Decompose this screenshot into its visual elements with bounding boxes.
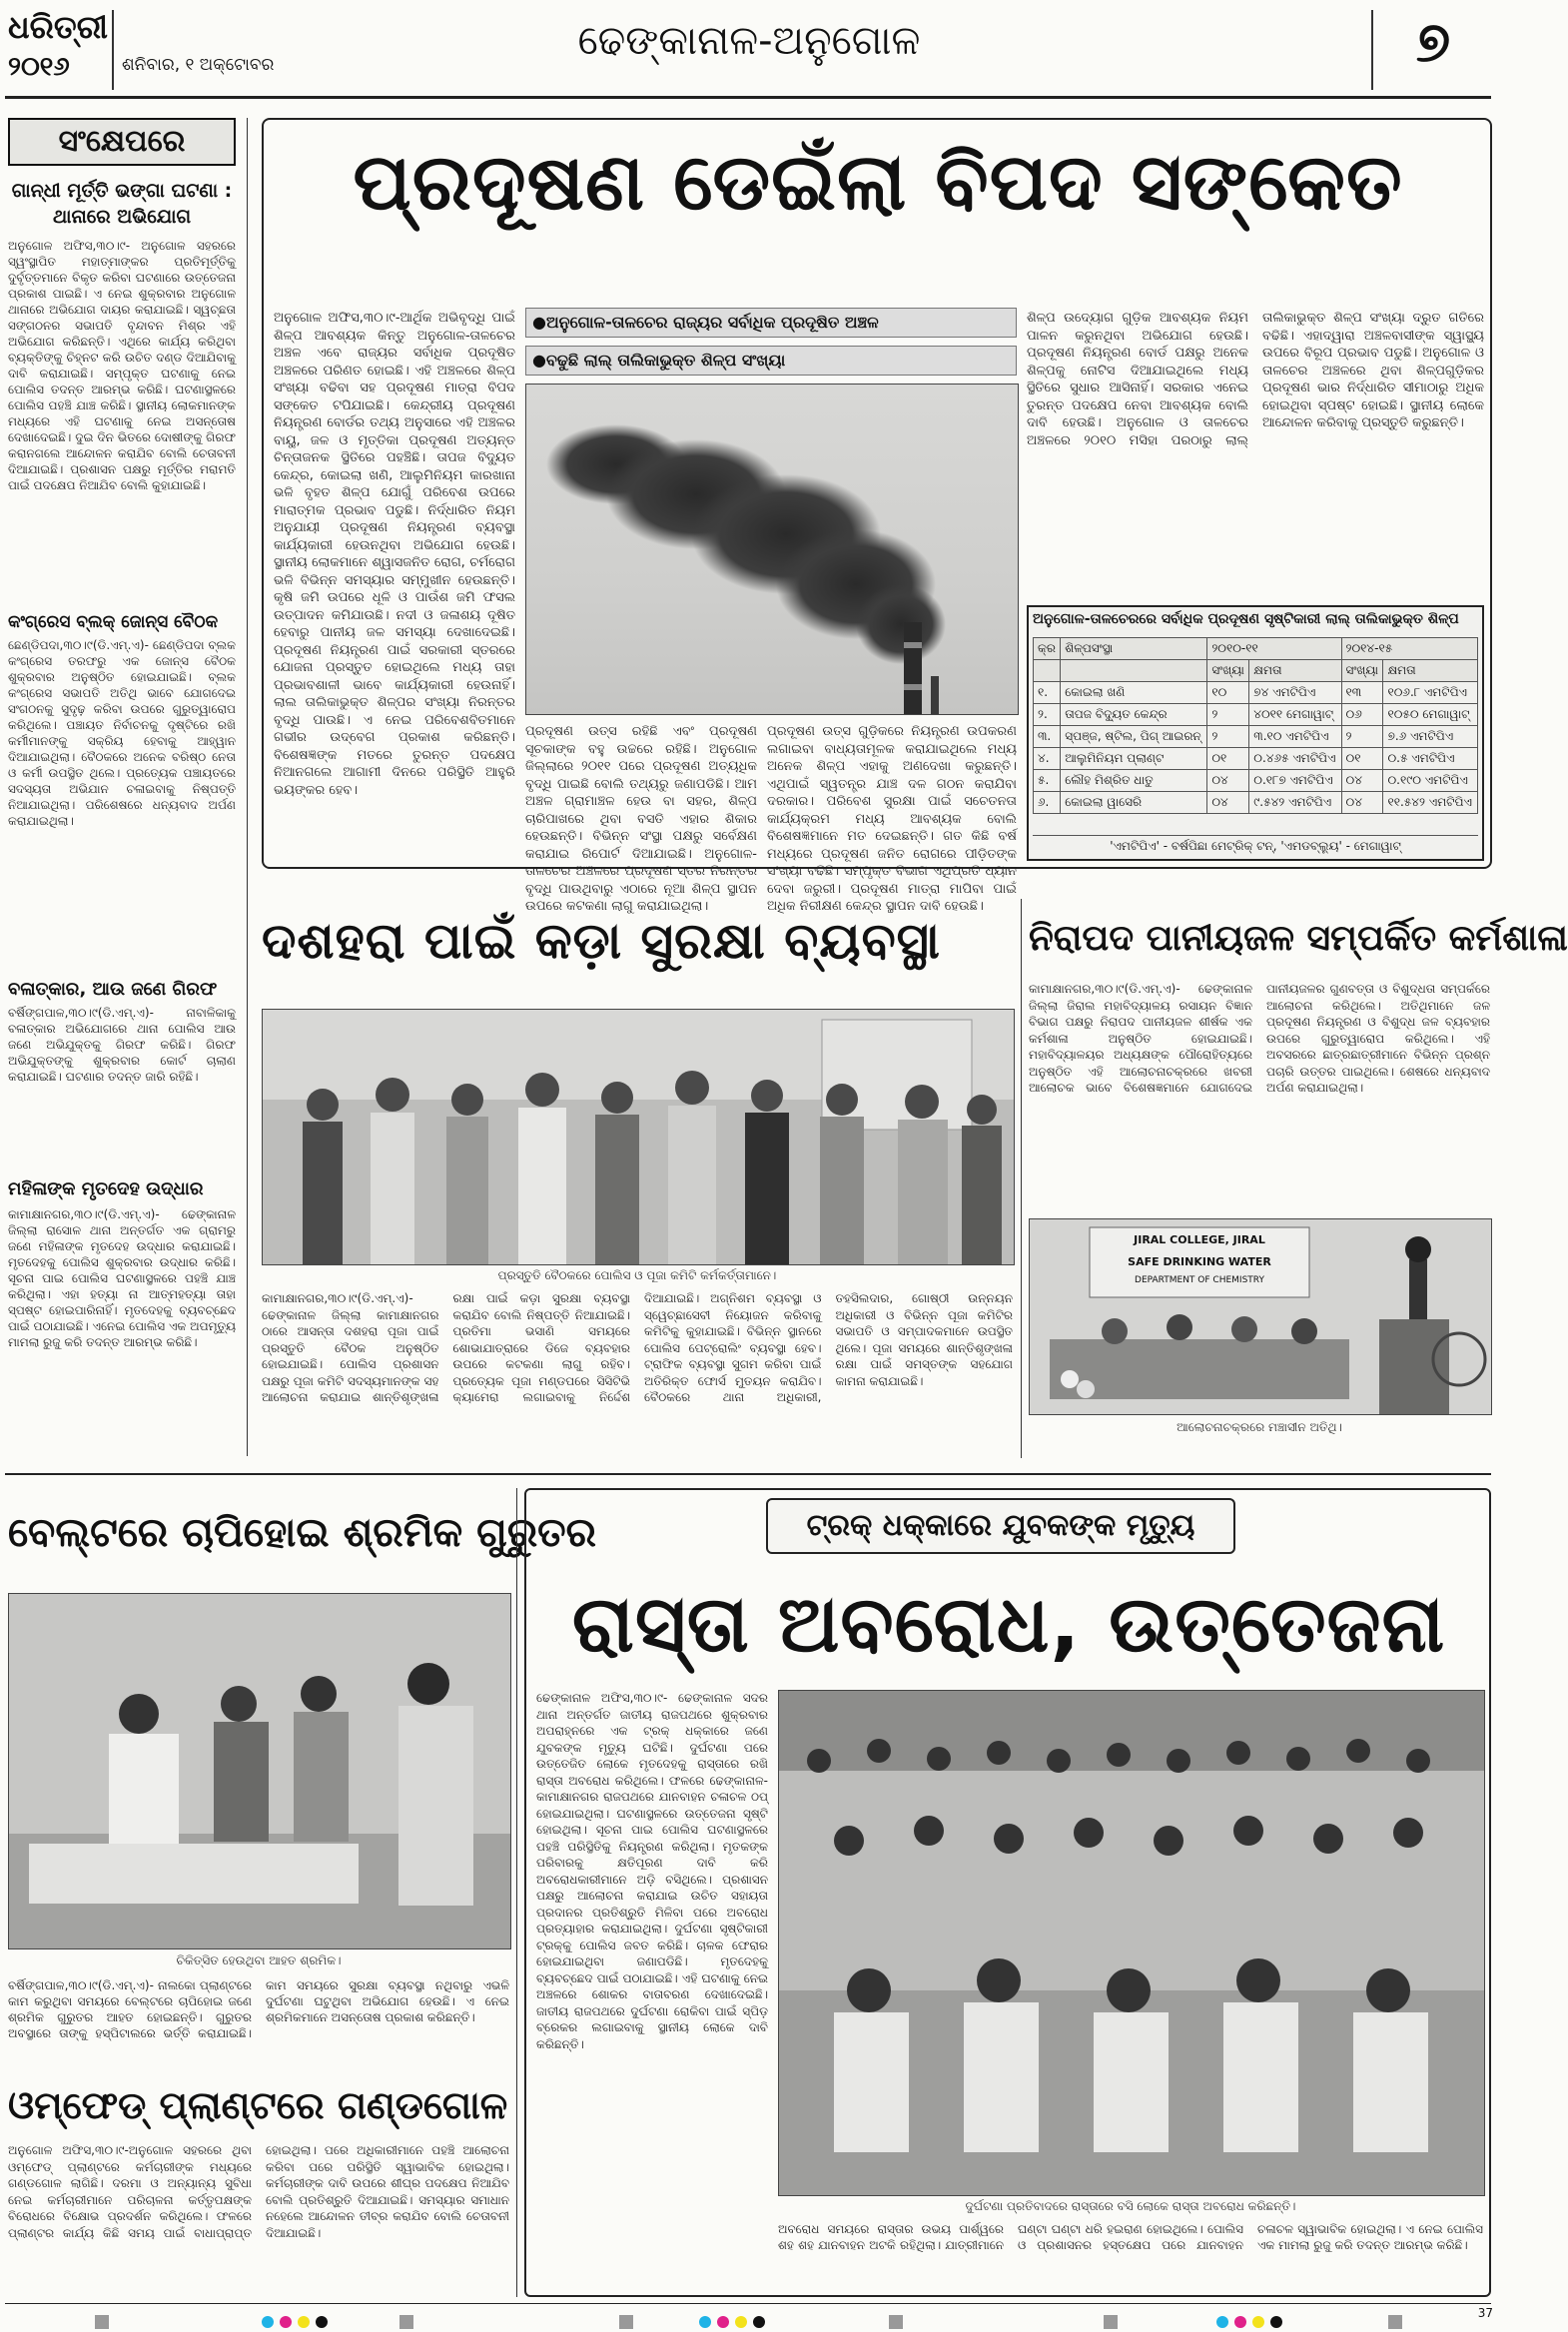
brief-body-3: ବର୍ଷିଙ୍ଗପାଳ,୩୦।୯(ଡି.ଏମ୍.ଏ)- ନାବାଳିକାକୁ ବଳାତ୍କାର ଅଭିଯୋଗରେ ଥାନା ପୋଲିସ ଆଉ ଜଣେ ଅଭିଯୁକ୍ତକୁ ଗିରଫ କରିଛି। ଗିରଫ ଅଭିଯୁକ୍ତଙ୍କୁ ଶୁକ୍ରବାର କୋର୍ଟ ଚାଲାଣ କରାଯାଇଛି। ଘଟଣାର ତଦନ୍ତ ଜାରି ରହିଛି। — [8, 1006, 236, 1084]
table-cell: ୦୬ — [1341, 704, 1383, 726]
brief-label: ସଂକ୍ଷେପରେ — [8, 118, 236, 166]
table-col-industry: ଶିଳ୍ପସଂସ୍ଥା — [1061, 638, 1207, 660]
table-cell: କୋଇଲା ଖଣି — [1061, 682, 1207, 704]
table-cell: ୦.୫ ଏମଟିପିଏ — [1383, 748, 1478, 770]
table-cell: ୦୪ — [1207, 770, 1249, 792]
table-cell: ୧. — [1034, 682, 1061, 704]
registration-cyan-dot — [1216, 2316, 1228, 2328]
registration-magenta-dot — [1234, 2316, 1246, 2328]
registration-gray-box — [95, 2315, 109, 2329]
brief-body-4: କାମାକ୍ଷାନଗର,୩୦।୯(ଡି.ଏମ୍.ଏ)- ଢେଙ୍କାନାଳ ଜିଲ୍ଲା ରାସୋଳ ଥାନା ଅନ୍ତର୍ଗତ ଏକ ଗ୍ରାମରୁ ଜଣେ ମହିଳାଙ୍କ ମୃତଦେହ ଉଦ୍ଧାର କରାଯାଇଛି। ମୃତଦେହକୁ ପୋଲିସ ଶୁକ୍ରବାର ଉଦ୍ଧାର କରିଛି। ସୂଚନା ପାଇ ପୋଲିସ ଘଟଣାସ୍ଥଳରେ ପହଞ୍ଚି ଯାଞ୍ଚ କରିଥିଲା। ଏହା ହତ୍ୟା ନା ଆତ୍ମହତ୍ୟା ତାହା ସ୍ପଷ୍ଟ ହୋଇପାରିନାହିଁ। ମୃତଦେହକୁ ବ୍ୟବଚ୍ଛେଦ ପାଇଁ ପଠାଯାଇଛି। ଏନେଇ ପୋଲିସ ଏକ ଅପମୃତ୍ୟୁ ମାମଲା ରୁଜୁ କରି ତଦନ୍ତ ଆରମ୍ଭ କରିଛି। — [8, 1207, 236, 1349]
table-cell: ୪୦୧୧ ମେଗାୱାଟ୍ — [1249, 704, 1341, 726]
bottom-column-divider — [516, 1488, 517, 2297]
chimney-smoke-photo — [525, 384, 1019, 715]
table-cell: ୩. — [1034, 726, 1061, 748]
belt-body: ବର୍ଷିଙ୍ଗପାଳ,୩୦।୯(ଡି.ଏମ୍.ଏ)- ନାଲକୋ ପ୍ଲାଣ୍ଟରେ କାମ କରୁଥିବା ସମୟରେ ବେଲ୍ଟରେ ଚାପିହୋଇ ଜଣେ ଶ୍ରମିକ ଗୁରୁତର ଆହତ ହୋଇଛନ୍ତି। ଗୁରୁତର ଅବସ୍ଥାରେ ତାଙ୍କୁ ହସ୍ପିଟାଲରେ ଭର୍ତ୍ତି କରାଯାଇଛି। କାମ ସମୟରେ ସୁରକ୍ଷା ବ୍ୟବସ୍ଥା ନଥିବାରୁ ଏଭଳି ଦୁର୍ଘଟଣା ଘଟୁଥିବା ଅଭିଯୋଗ ହେଉଛି। ଏ ନେଇ ଶ୍ରମିକମାନେ ଅସନ୍ତୋଷ ପ୍ରକାଶ କରିଛନ୍ତି। — [8, 1978, 509, 2040]
mid-page-rule — [5, 1473, 1491, 1475]
table-subhead-capacity: କ୍ଷମତା — [1249, 660, 1341, 682]
masthead-edition: ଢେଙ୍କାନାଳ-ଅନୁଗୋଳ — [577, 18, 921, 64]
water-caption: ଆଲୋଚନାଚକ୍ରରେ ମଞ୍ଚାସୀନ ଅତିଥି। — [1176, 1420, 1342, 1434]
brief-body-1: ଅନୁଗୋଳ ଅଫିସ,୩୦।୯- ଅନୁଗୋଳ ସହରରେ ସ୍ୱଂସ୍ଥାପିତ ମହାତ୍ମାଙ୍କର ପ୍ରତିମୂର୍ତ୍ତିକୁ ଦୁର୍ବୃତ୍ତମାନେ ବିକୃତ କରିବା ଘଟଣାରେ ଉତ୍ତେଜନା ପ୍ରକାଶ ପାଇଛି। ଏ ନେଇ ଶୁକ୍ରବାର ଅନୁଗୋଳ ଥାନାରେ ଅଭିଯୋଗ ଦାୟର କରାଯାଇଛି। ସ୍ୱଚ୍ଛତା ସଙ୍ଗଠନର ସଭାପତି ବୃନ୍ଦାବନ ମିଶ୍ର ଏହି ଅଭିଯୋଗ କରିଛନ୍ତି। ଏଥିରେ କାର୍ଯ୍ୟ କରିଥିବା ବ୍ୟକ୍ତିଙ୍କୁ ଚିହ୍ନଟ କରି ଉଚିତ ଦଣ୍ଡ ଦିଆଯିବାକୁ ଦାବି କରାଯାଇଛି। ସମ୍ପୃକ୍ତ ଘଟଣାକୁ ନେଇ ପୋଲିସ ତଦନ୍ତ ଆରମ୍ଭ କରିଛି। ଘଟଣାସ୍ଥଳରେ ପୋଲିସ ପହଞ୍ଚି ଯାଞ୍ଚ କରିଛି। ସ୍ଥାନୀୟ ଲୋକମାନଙ୍କ ମଧ୍ୟରେ ଏହି ଘଟଣାକୁ ନେଇ ଅସନ୍ତୋଷ ଦେଖାଦେଇଛି। ଦୁଇ ଦିନ ଭିତରେ ଦୋଷୀଙ୍କୁ ଗିରଫ କରାନଗଲେ ଆନ୍ଦୋଳନ କରାଯିବ ବୋଲି ଚେତାବନୀ ଦିଆଯାଇଛି। ପ୍ରଶାସନ ପକ୍ଷରୁ ମୂର୍ତ୍ତିର ମରାମତି ପାଇଁ ପଦକ୍ଷେପ ନିଆଯିବ ବୋଲି କୁହାଯାଇଛି। — [8, 239, 236, 492]
dussehra-headline: ଦଶହରା ପାଇଁ କଡ଼ା ସୁରକ୍ଷା ବ୍ୟବସ୍ଥା — [262, 912, 941, 970]
table-col-2014: ୨୦୧୪-୧୫ — [1341, 638, 1478, 660]
table-cell: ୪. — [1034, 748, 1061, 770]
red-category-table — [1033, 637, 1478, 814]
truck-kicker: ଟ୍ରକ୍ ଧକ୍କାରେ ଯୁବକଙ୍କ ମୃତ୍ୟୁ — [766, 1498, 1235, 1554]
table-cell: ଲୌହ ମିଶ୍ରିତ ଧାତୁ — [1061, 770, 1207, 792]
table-cell: ୧୦୫୦ ମେଗାୱାଟ୍ — [1383, 704, 1478, 726]
page-number-badge: ୭ — [1415, 10, 1451, 75]
table-cell: ୭.୬ ଏମଟିପିଏ — [1383, 726, 1478, 748]
red-category-table-box — [1027, 605, 1484, 861]
table-cell: ୦.୪୬୫ ଏମଟିପିଏ — [1249, 748, 1341, 770]
table-cell: ୫. — [1034, 770, 1061, 792]
table-cell: ୯.୫୪୨ ଏମଟିପିଏ — [1249, 792, 1341, 814]
pollution-bullet-2: ●ବଢୁଛି ଲାଲ୍ ତାଲିକାଭୁକ୍ତ ଶିଳ୍ପ ସଂଖ୍ୟା — [525, 346, 1017, 376]
table-cell: ସ୍ପଞ୍ଜ, ଷ୍ଟିଲ, ପିଗ୍ ଆଇରନ୍ — [1061, 726, 1207, 748]
water-body: କାମାକ୍ଷାନଗର,୩୦।୯(ଡି.ଏମ୍.ଏ)- ଢେଙ୍କାନାଳ ଜିଲ୍ଲା ଜିରାଲ ମହାବିଦ୍ୟାଳୟ ରସାୟନ ବିଜ୍ଞାନ ବିଭାଗ ପକ୍ଷରୁ ନିରାପଦ ପାନୀୟଜଳ ଶୀର୍ଷକ ଏକ କର୍ମଶାଳା ଅନୁଷ୍ଠିତ ହୋଇଯାଇଛି। ମହାବିଦ୍ୟାଳୟର ଅଧ୍ୟକ୍ଷଙ୍କ ପୌରୋହିତ୍ୟରେ ଅନୁଷ୍ଠିତ ଏହି ଆଲୋଚନାଚକ୍ରରେ ଖବରୀ ଆଲୋଚକ ଭାବେ ବିଶେଷଜ୍ଞମାନେ ଯୋଗଦେଇ ପାନୀୟଜଳର ଗୁଣବତ୍ତା ଓ ବିଶୁଦ୍ଧତା ସମ୍ପର୍କରେ ଆଲୋଚନା କରିଥିଲେ। ଅତିଥିମାନେ ଜଳ ପ୍ରଦୂଷଣ ନିୟନ୍ତ୍ରଣ ଓ ବିଶୁଦ୍ଧ ଜଳ ବ୍ୟବହାର ଉପରେ ଗୁରୁତ୍ୱାରୋପ କରିଥିଲେ। ଏହି ଅବସରରେ ଛାତ୍ରଛାତ୍ରୀମାନେ ବିଭିନ୍ନ ପ୍ରଶ୍ନ ପଚାରି ଉତ୍ତର ପାଇଥିଲେ। ଶେଷରେ ଧନ୍ୟବାଦ ଅର୍ପଣ କରାଯାଇଥିଲା। — [1029, 982, 1490, 1095]
registration-yellow-dot — [735, 2316, 747, 2328]
table-col-2010: ୨୦୧୦-୧୧ — [1207, 638, 1341, 660]
banner-department: DEPARTMENT OF CHEMISTRY — [1135, 1275, 1264, 1285]
dussehra-body: କାମାକ୍ଷାନଗର,୩୦।୯(ଡି.ଏମ୍.ଏ)- ଢେଙ୍କାନାଳ ଜିଲ୍ଲା କାମାକ୍ଷାନଗର ଠାରେ ଆସନ୍ତା ଦଶହରା ପୂଜା ପାଇଁ ପ୍ରସ୍ତୁତି ବୈଠକ ଅନୁଷ୍ଠିତ ହୋଇଯାଇଛି। ପୋଲିସ ପ୍ରଶାସନ ପକ୍ଷରୁ ପୂଜା କମିଟି ସଦସ୍ୟମାନଙ୍କ ସହ ଆଲୋଚନା କରାଯାଇ ଶାନ୍ତିଶୃଙ୍ଖଳା ରକ୍ଷା ପାଇଁ କଡ଼ା ସୁରକ୍ଷା ବ୍ୟବସ୍ଥା କରାଯିବ ବୋଲି ନିଷ୍ପତ୍ତି ନିଆଯାଇଛି। ପ୍ରତିମା ଭସାଣି ସମୟରେ ଶୋଭାଯାତ୍ରାରେ ଡିଜେ ବ୍ୟବହାର ଉପରେ କଟକଣା ଲାଗୁ ରହିବ। ପ୍ରତ୍ୟେକ ପୂଜା ମଣ୍ଡପରେ ସିସିଟିଭି କ୍ୟାମେରା ଲଗାଇବାକୁ ନିର୍ଦ୍ଦେଶ ଦିଆଯାଇଛି। ଅଗ୍ନିଶମ ବ୍ୟବସ୍ଥା ଓ ସ୍ୱେଚ୍ଛାସେବୀ ନିୟୋଜନ କରିବାକୁ କମିଟିକୁ କୁହାଯାଇଛି। ବିଭିନ୍ନ ସ୍ଥାନରେ ପୋଲିସ ପେଟ୍ରୋଲିଂ ବ୍ୟବସ୍ଥା ହେବ। ଟ୍ରାଫିକ ବ୍ୟବସ୍ଥା ସୁଗମ କରିବା ପାଇଁ ଅତିରିକ୍ତ ଫୋର୍ସ ମୁତୟନ କରାଯିବ। ବୈଠକରେ ଥାନା ଅଧିକାରୀ, ତହସିଲଦାର, ଗୋଷ୍ଠୀ ଉନ୍ନୟନ ଅଧିକାରୀ ଓ ବିଭିନ୍ନ ପୂଜା କମିଟିର ସଭାପତି ଓ ସମ୍ପାଦକମାନେ ଉପସ୍ଥିତ ଥିଲେ। ପୂଜା ସମୟରେ ଶାନ୍ତିଶୃଙ୍ଖଳା ରକ୍ଷା ପାଇଁ ସମସ୍ତଙ୍କ ସହଯୋଗ କାମନା କରାଯାଇଛି। — [262, 1291, 1013, 1404]
table-footnote: 'ଏମଟିପିଏ' - ବର୍ଷପିଛା ମେଟ୍ରିକ୍ ଟନ୍, 'ଏମଡବ୍ଲ୍ୟୁ' - ମେଗାୱାଟ୍ — [1033, 835, 1478, 854]
truck-caption: ଦୁର୍ଘଟଣା ପ୍ରତିବାଦରେ ରାସ୍ତାରେ ବସି ଲୋକେ ରାସ୍ତା ଅବରୋଧ କରିଛନ୍ତି। — [965, 2199, 1296, 2213]
dussehra-caption: ପ୍ରସ୍ତୁତି ବୈଠକରେ ପୋଲିସ ଓ ପୂଜା କମିଟି କର୍ମକର୍ତ୍ତାମାନେ। — [497, 1268, 777, 1282]
chimney-smoke-illustration — [526, 385, 1018, 714]
table-cell: ୦୧ — [1207, 748, 1249, 770]
table-cell: ୨ — [1341, 726, 1383, 748]
registration-cyan-dot — [262, 2316, 274, 2328]
road-blockade-photo — [778, 1690, 1485, 2196]
table-col-serial: କ୍ର — [1034, 638, 1061, 660]
truck-headline: ରାସ୍ତା ଅବରୋଧ, ଉତ୍ତେଜନା — [571, 1580, 1446, 1670]
registration-magenta-dot — [280, 2316, 292, 2328]
table-row — [1034, 682, 1478, 704]
table-cell: ୨. — [1034, 704, 1061, 726]
pollution-headline: ପ୍ରଦୂଷଣ ଡେଇଁଲା ବିପଦ ସଙ୍କେତ — [353, 138, 1403, 228]
table-cell: ୦.୧୯୦ ଏମଟିପିଏ — [1383, 770, 1478, 792]
pollution-body-bottom: ପ୍ରଦୂଷଣ ଉତ୍ସ ଗୁଡ଼ିକରେ ନିୟନ୍ତ୍ରଣ ଉପକରଣ ଲଗାଇବା ବାଧ୍ୟତାମୂଳକ କରାଯାଇଥିଲେ ମଧ୍ୟ ଅନେକ ଶିଳ୍ପ ଏହାକୁ ଅଣଦେଖା କରୁଛନ୍ତି। ଏଥିପାଇଁ ସ୍ୱତନ୍ତ୍ର ଯାଞ୍ଚ ଦଳ ଗଠନ କରାଯିବା ଦରକାର। ପରିବେଶ ସୁରକ୍ଷା ପାଇଁ ସଚେତନତା କାର୍ଯ୍ୟକ୍ରମ ମଧ୍ୟ ଆବଶ୍ୟକ ବୋଲି ବିଶେଷଜ୍ଞମାନେ ମତ ଦେଇଛନ୍ତି। ଗତ କିଛି ବର୍ଷ ମଧ୍ୟରେ ପ୍ରଦୂଷଣ ଜନିତ ରୋଗରେ ପୀଡ଼ିତଙ୍କ ସଂଖ୍ୟା ବଢିଛି। ସମ୍ପୃକ୍ତ ବିଭାଗ ଏଥିପ୍ରତି ଧ୍ୟାନ ଦେବା ଜରୁରୀ। ପ୍ରଦୂଷଣ ମାତ୍ରା ମାପିବା ପାଇଁ ଅଧିକ ନିରୀକ୍ଷଣ କେନ୍ଦ୍ର ସ୍ଥାପନ ଦାବି ହେଉଛି। — [767, 724, 1017, 914]
truck-body-bottom: ଅବରୋଧ ସମୟରେ ରାସ୍ତାର ଉଭୟ ପାର୍ଶ୍ୱରେ ଶହ ଶହ ଯାନବାହନ ଅଟକି ରହିଥିଲା। ଯାତ୍ରୀମାନେ ଘଣ୍ଟା ଘଣ୍ଟା ଧରି ହଇରାଣ ହୋଇଥିଲେ। ପୋଲିସ ଓ ପ୍ରଶାସନର ହସ୍ତକ୍ଷେପ ପରେ ଯାନବାହନ ଚଳାଚଳ ସ୍ୱାଭାବିକ ହୋଇଥିଲା। ଏ ନେଇ ପୋଲିସ ଏକ ମାମଲା ରୁଜୁ କରି ତଦନ୍ତ ଆରମ୍ଭ କରିଛି। — [778, 2222, 1483, 2252]
stage-illustration — [1030, 1219, 1491, 1414]
table-row — [1034, 748, 1478, 770]
footer-page-number: 37 — [1477, 2306, 1493, 2320]
brief-body-2: ଛେଣ୍ଡିପଦା,୩୦।୯(ଡି.ଏମ୍.ଏ)- ଛେଣ୍ଡିପଦା ବ୍ଲକ କଂଗ୍ରେସ ତରଫରୁ ଏକ ଜୋନ୍ସ ବୈଠକ ଶୁକ୍ରବାର ଅନୁଷ୍ଠିତ ହୋଇଯାଇଛି। ବ୍ଲକ କଂଗ୍ରେସ ସଭାପତି ଅତିଥି ଭାବେ ଯୋଗଦେଇ ସଂଗଠନକୁ ସୁଦୃଢ଼ କରିବା ଉପରେ ଗୁରୁତ୍ୱାରୋପ କରିଥିଲେ। ପଞ୍ଚାୟତ ନିର୍ବାଚନକୁ ଦୃଷ୍ଟିରେ ରଖି କର୍ମୀମାନଙ୍କୁ ସକ୍ରିୟ ହେବାକୁ ଆହ୍ୱାନ ଦିଆଯାଇଥିଲା। ବୈଠକରେ ଅନେକ ବରିଷ୍ଠ ନେତା ଓ କର୍ମୀ ଉପସ୍ଥିତ ଥିଲେ। ପ୍ରତ୍ୟେକ ପଞ୍ଚାୟତରେ ସଦସ୍ୟତା ଅଭିଯାନ ଚଳାଇବାକୁ ନିଷ୍ପତ୍ତି ନିଆଯାଇଥିଲା। ପରିଶେଷରେ ଧନ୍ୟବାଦ ଅର୍ପଣ କରାଯାଇଥିଲା। — [8, 638, 236, 828]
registration-gray-box — [889, 2315, 903, 2329]
table-subhead-count: ସଂଖ୍ୟା — [1207, 660, 1249, 682]
table-title: ଅନୁଗୋଳ-ତାଳଚେରରେ ସର୍ବାଧିକ ପ୍ରଦୂଷଣ ସୃଷ୍ଟିକାରୀ ଲାଲ୍ ତାଲିକାଭୁକ୍ତ ଶିଳ୍ପ — [1033, 611, 1459, 627]
registration-gray-box — [619, 2315, 633, 2329]
truck-body: ଢେଙ୍କାନାଳ ଅଫିସ,୩୦।୯- ଢେଙ୍କାନାଳ ସଦର ଥାନା ଅନ୍ତର୍ଗତ ଜାତୀୟ ରାଜପଥରେ ଶୁକ୍ରବାର ଅପରାହ୍ନରେ ଏକ ଟ୍ରକ୍ ଧକ୍କାରେ ଜଣେ ଯୁବକଙ୍କ ମୃତ୍ୟୁ ଘଟିଛି। ଦୁର୍ଘଟଣା ପରେ ଉତ୍ତେଜିତ ଲୋକେ ମୃତଦେହକୁ ରାସ୍ତାରେ ରଖି ରାସ୍ତା ଅବରୋଧ କରିଥିଲେ। ଫଳରେ ଢେଙ୍କାନାଳ-କାମାକ୍ଷାନଗର ରାଜପଥରେ ଯାନବାହନ ଚଳାଚଳ ଠପ୍ ହୋଇଯାଇଥିଲା। ଘଟଣାସ୍ଥଳରେ ଉତ୍ତେଜନା ସୃଷ୍ଟି ହୋଇଥିଲା। ସୂଚନା ପାଇ ପୋଲିସ ଘଟଣାସ୍ଥଳରେ ପହଞ୍ଚି ପରିସ୍ଥିତିକୁ ନିୟନ୍ତ୍ରଣ କରିଥିଲା। ମୃତକଙ୍କ ପରିବାରକୁ କ୍ଷତିପୂରଣ ଦାବି କରି ଅବରୋଧକାରୀମାନେ ଅଡ଼ି ବସିଥିଲେ। ପ୍ରଶାସନ ପକ୍ଷରୁ ଆଲୋଚନା କରାଯାଇ ଉଚିତ ସହାୟତା ପ୍ରଦାନର ପ୍ରତିଶ୍ରୁତି ମିଳିବା ପରେ ଅବରୋଧ ପ୍ରତ୍ୟାହାର କରାଯାଇଥିଲା। ଦୁର୍ଘଟଣା ସୃଷ୍ଟିକାରୀ ଟ୍ରକ୍‌କୁ ପୋଲିସ ଜବତ କରିଛି। ଚାଳକ ଫେରାର ହୋଇଯାଇଥିବା ଜଣାପଡିଛି। ମୃତଦେହକୁ ବ୍ୟବଚ୍ଛେଦ ପାଇଁ ପଠାଯାଇଛି। ଏହି ଘଟଣାକୁ ନେଇ ଅଞ୍ଚଳରେ ଶୋକର ବାତାବରଣ ଦେଖାଦେଇଛି। ଜାତୀୟ ରାଜପଥରେ ଦୁର୍ଘଟଣା ରୋକିବା ପାଇଁ ସ୍ପିଡ଼ ବ୍ରେକର ଲଗାଇବାକୁ ସ୍ଥାନୀୟ ଲୋକେ ଦାବି କରିଛନ୍ତି। — [536, 1691, 768, 2051]
table-cell: ୭୪ ଏମଟିପିଏ — [1249, 682, 1341, 704]
pollution-body-left: ଅନୁଗୋଳ ଅଫିସ,୩୦।୯-ଆର୍ଥିକ ଅଭିବୃଦ୍ଧି ପାଇଁ ଶିଳ୍ପ ଆବଶ୍ୟକ କିନ୍ତୁ ଅନୁଗୋଳ-ତାଳଚେର ଅଞ୍ଚଳ ଏବେ ରାଜ୍ୟର ସର୍ବାଧିକ ପ୍ରଦୂଷିତ ଅଞ୍ଚଳରେ ପରିଣତ ହୋଇଛି। ଏହି ଅଞ୍ଚଳରେ ଶିଳ୍ପ ସଂଖ୍ୟା ବଢିବା ସହ ପ୍ରଦୂଷଣ ମାତ୍ରା ବିପଦ ସଙ୍କେତ ଟପିଯାଇଛି। କେନ୍ଦ୍ରୀୟ ପ୍ରଦୂଷଣ ନିୟନ୍ତ୍ରଣ ବୋର୍ଡର ତଥ୍ୟ ଅନୁସାରେ ଏହି ଅଞ୍ଚଳର ବାୟୁ, ଜଳ ଓ ମୃତ୍ତିକା ପ୍ରଦୂଷଣ ଅତ୍ୟନ୍ତ ଚିନ୍ତାଜନକ ସ୍ଥିତିରେ ପହଞ୍ଚିଛି। ତାପଜ ବିଦ୍ୟୁତ କେନ୍ଦ୍ର, କୋଇଲା ଖଣି, ଆଲୁମିନିୟମ କାରଖାନା ଭଳି ବୃହତ ଶିଳ୍ପ ଯୋଗୁଁ ପରିବେଶ ଉପରେ ମାରାତ୍ମକ ପ୍ରଭାବ ପଡୁଛି। ନିର୍ଦ୍ଧାରିତ ନିୟମ ଅନୁଯାୟୀ ପ୍ରଦୂଷଣ ନିୟନ୍ତ୍ରଣ ବ୍ୟବସ୍ଥା କାର୍ଯ୍ୟକାରୀ ହେଉନଥିବା ଅଭିଯୋଗ ହେଉଛି। ସ୍ଥାନୀୟ ଲୋକମାନେ ଶ୍ୱାସଜନିତ ରୋଗ, ଚର୍ମରୋଗ ଭଳି ବିଭିନ୍ନ ସମସ୍ୟାର ସମ୍ମୁଖୀନ ହେଉଛନ୍ତି। କୃଷି ଜମି ଉପରେ ଧୂଳି ଓ ପାଉଁଶ ଜମି ଫସଲ ଉତ୍ପାଦନ କମିଯାଉଛି। ନଦୀ ଓ ଜଳାଶୟ ଦୂଷିତ ହେବାରୁ ପାନୀୟ ଜଳ ସମସ୍ୟା ଦେଖାଦେଇଛି। ପ୍ରଦୂଷଣ ନିୟନ୍ତ୍ରଣ ପାଇଁ ସରକାରୀ ସ୍ତରରେ ଯୋଜନା ପ୍ରସ୍ତୁତ ହୋଇଥିଲେ ମଧ୍ୟ ତାହା ପ୍ରଭାବଶାଳୀ ଭାବେ କାର୍ଯ୍ୟକାରୀ ହେଉନାହିଁ। ଲାଲ ତାଲିକାଭୁକ୍ତ ଶିଳ୍ପର ସଂଖ୍ୟା ନିରନ୍ତର ବୃଦ୍ଧି ପାଉଛି। ଏ ନେଇ ପରିବେଶବିତମାନେ ଗଭୀର ଉଦ୍‌ବେଗ ପ୍ରକାଶ କରିଛନ୍ତି। ବିଶେଷଜ୍ଞଙ୍କ ମତରେ ତୁରନ୍ତ ପଦକ୍ଷେପ ନିଆନଗଲେ ଆଗାମୀ ଦିନରେ ପରିସ୍ଥିତି ଆହୁରି ଭୟଙ୍କର ହେବ। — [274, 311, 515, 798]
table-row — [1034, 726, 1478, 748]
masthead-year: ୨୦୧୬ — [8, 52, 70, 82]
masthead-divider-right — [1371, 10, 1373, 90]
table-cell: ୧୩ — [1341, 682, 1383, 704]
table-cell: କୋଇଲା ୱାସେରି — [1061, 792, 1207, 814]
table-cell: ୧୦୬.୮ ଏମଟିପିଏ — [1383, 682, 1478, 704]
table-cell: ଆଲୁମିନିୟମ ପ୍ଲାଣ୍ଟ — [1061, 748, 1207, 770]
masthead-rule — [5, 96, 1491, 99]
dussehra-group-photo — [262, 1009, 1015, 1265]
table-cell: ୦.୧୮୭ ଏମଟିପିଏ — [1249, 770, 1341, 792]
table-cell: ୦୪ — [1341, 792, 1383, 814]
brief-headline-3: ବଳାତ୍କାର, ଆଉ ଜଣେ ଗିରଫ — [8, 979, 218, 1000]
registration-yellow-dot — [298, 2316, 310, 2328]
registration-black-dot — [1270, 2316, 1282, 2328]
registration-gray-box — [1388, 2315, 1402, 2329]
brief-headline-4: ମହିଳାଙ୍କ ମୃତଦେହ ଉଦ୍ଧାର — [8, 1178, 204, 1199]
table-cell: ୦୧ — [1341, 748, 1383, 770]
table-cell: ୩.୧୦ ଏମଟିପିଏ — [1249, 726, 1341, 748]
table-subhead-count: ସଂଖ୍ୟା — [1341, 660, 1383, 682]
table-row — [1034, 704, 1478, 726]
table-cell: ୨ — [1207, 726, 1249, 748]
registration-magenta-dot — [717, 2316, 729, 2328]
registration-gray-box — [399, 2315, 413, 2329]
brief-headline-2: କଂଗ୍ରେସ ବ୍ଲକ୍ ଜୋନ୍ସ ବୈଠକ — [8, 612, 219, 632]
omfed-headline: ଓମ୍‌ଫେଡ୍ ପ୍ଲାଣ୍ଟରେ ଗଣ୍ଡଗୋଳ — [8, 2083, 508, 2127]
table-cell: ତାପଜ ବିଦ୍ୟୁତ କେନ୍ଦ୍ର — [1061, 704, 1207, 726]
belt-headline: ବେଲ୍ଟରେ ଚାପିହୋଇ ଶ୍ରମିକ ଗୁରୁତର — [8, 1510, 596, 1556]
pollution-story — [262, 118, 1492, 914]
table-subhead — [1034, 660, 1061, 682]
banner-title: SAFE DRINKING WATER — [1128, 1255, 1271, 1268]
table-cell: ୧୦ — [1207, 682, 1249, 704]
pollution-bullet-1: ●ଅନୁଗୋଳ-ତାଳଚେର ରାଜ୍ୟର ସର୍ବାଧିକ ପ୍ରଦୂଷିତ ଅଞ୍ଚଳ — [525, 308, 1017, 338]
water-column-divider — [1021, 899, 1022, 1458]
registration-black-dot — [753, 2316, 765, 2328]
registration-yellow-dot — [1252, 2316, 1264, 2328]
injured-worker-photo — [8, 1593, 511, 1949]
masthead — [0, 0, 1498, 100]
footer-rule — [5, 2303, 1491, 2304]
truck-story — [524, 1488, 1491, 2297]
hospital-scene-illustration — [9, 1594, 510, 1948]
masthead-date: ଶନିବାର, ୧ ଅକ୍ଟୋବର — [122, 55, 275, 75]
registration-black-dot — [316, 2316, 328, 2328]
crowd-illustration — [779, 1691, 1484, 2195]
omfed-body: ଅନୁଗୋଳ ଅଫିସ,୩୦।୯-ଅନୁଗୋଳ ସହରରେ ଥିବା ଓମ୍‌ଫେଡ୍ ପ୍ଲାଣ୍ଟରେ କର୍ମଚାରୀଙ୍କ ମଧ୍ୟରେ ଗଣ୍ଡଗୋଳ ଲାଗିଛି। ଦରମା ଓ ଅନ୍ୟାନ୍ୟ ସୁବିଧା ନେଇ କର୍ମଚାରୀମାନେ ପରିଚାଳନା କର୍ତ୍ତୃପକ୍ଷଙ୍କ ବିରୋଧରେ ବିକ୍ଷୋଭ ପ୍ରଦର୍ଶନ କରିଥିଲେ। ଫଳରେ ପ୍ଲାଣ୍ଟର କାର୍ଯ୍ୟ କିଛି ସମୟ ପାଇଁ ବାଧାପ୍ରାପ୍ତ ହୋଇଥିଲା। ପରେ ଅଧିକାରୀମାନେ ପହଞ୍ଚି ଆଲୋଚନା କରିବା ପରେ ପରିସ୍ଥିତି ସ୍ୱାଭାବିକ ହୋଇଥିଲା। କର୍ମଚାରୀଙ୍କ ଦାବି ଉପରେ ଶୀଘ୍ର ପଦକ୍ଷେପ ନିଆଯିବ ବୋଲି ପ୍ରତିଶ୍ରୁତି ଦିଆଯାଇଛି। ସମସ୍ୟାର ସମାଧାନ ନହେଲେ ଆନ୍ଦୋଳନ ତୀବ୍ର କରାଯିବ ବୋଲି ଚେତାବନୀ ଦିଆଯାଇଛି। — [8, 2143, 509, 2240]
pollution-body-center: ପ୍ରଦୂଷଣ ଉତ୍ସ ରହିଛି ଏବଂ ପ୍ରଦୂଷଣ ସୂଚକାଙ୍କ ବହୁ ଉଚ୍ଚରେ ରହିଛି। ଅନୁଗୋଳ ଜିଲ୍ଲାରେ ୨୦୧୧ ପରେ ପ୍ରଦୂଷଣ ଅତ୍ୟଧିକ ବୃଦ୍ଧି ପାଇଛି ବୋଲି ତଥ୍ୟରୁ ଜଣାପଡିଛି। ଆମ ଅଞ୍ଚଳ ଗ୍ରାମାଞ୍ଚଳ ହେଉ ବା ସହର, ଶିଳ୍ପ ଚାରିପାଖରେ ଥିବା ବସତି ଏହାର ଶିକାର ହେଉଛନ୍ତି। ବିଭିନ୍ନ ସଂସ୍ଥା ପକ୍ଷରୁ ସର୍ବେକ୍ଷଣ କରାଯାଇ ରିପୋର୍ଟ ଦିଆଯାଇଛି। ଅନୁଗୋଳ-ତାଳଚେର ଅଞ୍ଚଳରେ ପ୍ରଦୂଷଣ ସ୍ତର ନିରନ୍ତର ବୃଦ୍ଧି ପାଉଥିବାରୁ ଏଠାରେ ନୂଆ ଶିଳ୍ପ ସ୍ଥାପନ ଉପରେ କଟକଣା ଲାଗୁ କରାଯାଇଥିଲା। — [525, 724, 757, 914]
group-people-illustration — [263, 1010, 1014, 1264]
banner-college-name: JIRAL COLLEGE, JIRAL — [1134, 1233, 1265, 1246]
table-cell: ୦୪ — [1341, 770, 1383, 792]
table-cell: ୬. — [1034, 792, 1061, 814]
pollution-body-right: ଶିଳ୍ପ ଉଦ୍ୟୋଗ ଗୁଡ଼ିକ ଆବଶ୍ୟକ ନିୟମ ପାଳନ କରୁନଥିବା ଅଭିଯୋଗ ହେଉଛି। ପ୍ରଦୂଷଣ ନିୟନ୍ତ୍ରଣ ବୋର୍ଡ ପକ୍ଷରୁ ଅନେକ ଶିଳ୍ପକୁ ନୋଟିସ ଦିଆଯାଇଥିଲେ ମଧ୍ୟ ସ୍ଥିତିରେ ସୁଧାର ଆସିନାହିଁ। ସରକାର ଏନେଇ ତୁରନ୍ତ ପଦକ୍ଷେପ ନେବା ଆବଶ୍ୟକ ବୋଲି ଦାବି ହେଉଛି। ଅନୁଗୋଳ ଓ ତାଳଚେର ଅଞ୍ଚଳରେ ୨୦୧୦ ମସିହା ପରଠାରୁ ଲାଲ୍ ତାଲିକାଭୁକ୍ତ ଶିଳ୍ପ ସଂଖ୍ୟା ଦ୍ରୁତ ଗତିରେ ବଢିଛି। ଏହାଦ୍ୱାରା ଅଞ୍ଚଳବାସୀଙ୍କ ସ୍ୱାସ୍ଥ୍ୟ ଉପରେ ବିରୂପ ପ୍ରଭାବ ପଡୁଛି। ଅନୁଗୋଳ ଓ ତାଳଚେର ଅଞ୍ଚଳରେ ଥିବା ଶିଳ୍ପଗୁଡ଼ିକର ପ୍ରଦୂଷଣ ଭାର ନିର୍ଦ୍ଧାରିତ ସୀମାଠାରୁ ଅଧିକ ହୋଇଥିବା ସ୍ପଷ୍ଟ ହୋଇଛି। ସ୍ଥାନୀୟ ଲୋକେ ଆନ୍ଦୋଳନ କରିବାକୁ ପ୍ରସ୍ତୁତି କରୁଛନ୍ତି। — [1027, 311, 1484, 448]
masthead-logo: ଧରିତ୍ରୀ — [8, 8, 108, 46]
table-subhead-capacity: କ୍ଷମତା — [1383, 660, 1478, 682]
masthead-divider — [112, 10, 114, 90]
registration-cyan-dot — [699, 2316, 711, 2328]
brief-headline-1: ଗାନ୍ଧୀ ମୂର୍ତ୍ତି ଭଙ୍ଗା ଘଟଣା : ଥାନାରେ ଅଭିଯୋଗ — [11, 180, 233, 228]
table-row — [1034, 770, 1478, 792]
table-subhead — [1061, 660, 1207, 682]
registration-gray-box — [1104, 2315, 1118, 2329]
brief-column-divider — [247, 118, 248, 1456]
table-row — [1034, 792, 1478, 814]
belt-caption: ଚିକିତ୍ସିତ ହେଉଥିବା ଆହତ ଶ୍ରମିକ। — [176, 1953, 342, 1967]
table-cell: ୦୪ — [1207, 792, 1249, 814]
brief-column — [8, 118, 236, 1456]
table-cell: ୨ — [1207, 704, 1249, 726]
water-headline: ନିରାପଦ ପାନୀୟଜଳ ସମ୍ପର୍କିତ କର୍ମଶାଳା — [1029, 918, 1568, 959]
table-cell: ୧୧.୫୪୨ ଏମଟିପିଏ — [1383, 792, 1478, 814]
workshop-stage-photo — [1029, 1218, 1492, 1415]
